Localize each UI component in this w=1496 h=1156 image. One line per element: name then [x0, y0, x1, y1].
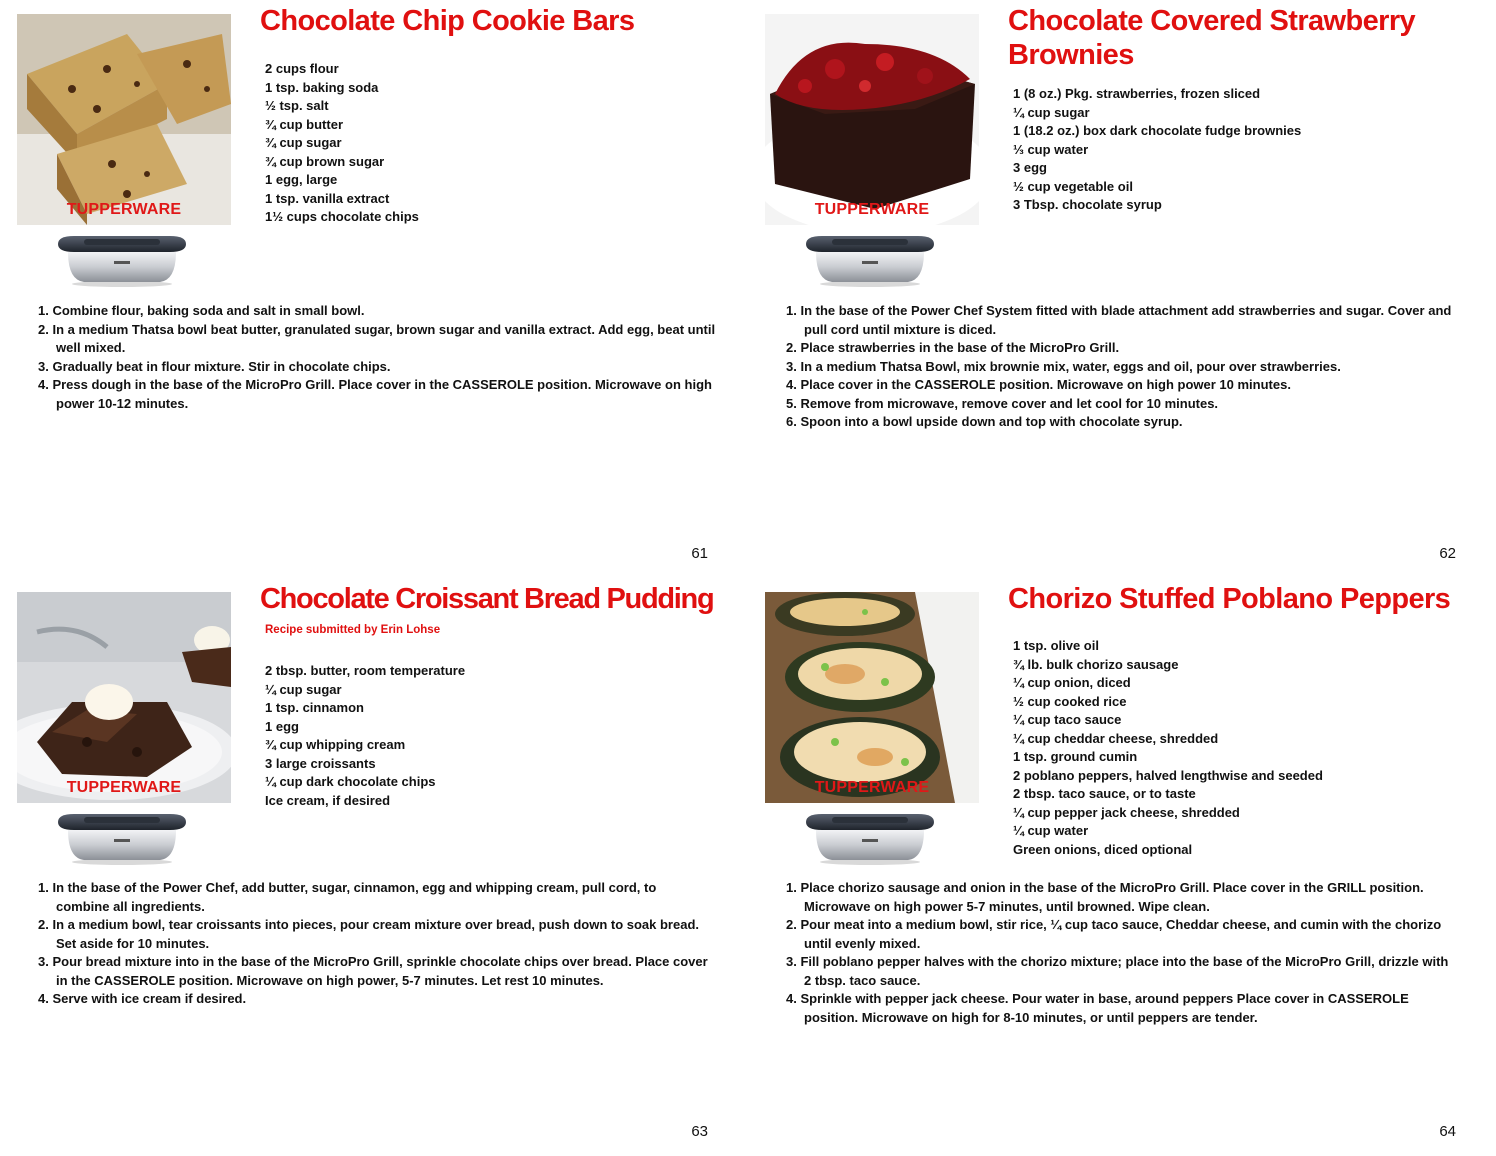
micropro-grill-image — [54, 232, 190, 288]
instruction-step: 1. In the base of the Power Chef System fitted with blade attachment add strawberries and sugar. Cover and pull cord until mixture is diced. — [786, 303, 1452, 337]
poblano-peppers-photo — [765, 592, 979, 803]
recipe-page-62 — [748, 0, 1496, 578]
bread-pudding-photo — [17, 592, 231, 803]
ingredient-item: ¼ cup water — [1013, 823, 1089, 838]
recipe-title: Chocolate Covered Strawberry Brownies — [1008, 5, 1416, 71]
instruction-step: 2. In a medium Thatsa bowl beat butter, granulated sugar, brown sugar and vanilla extract. Add egg, beat until well mixed. — [38, 321, 716, 355]
ingredient-item: ½ cup vegetable oil — [1013, 178, 1133, 194]
ingredient-item: ¼ cup sugar — [265, 681, 342, 697]
ingredient-item: ¾ cup whipping cream — [265, 737, 406, 752]
instructions-list — [38, 302, 718, 413]
ingredients-list — [265, 60, 735, 227]
recipe-page-61 — [0, 0, 748, 578]
ingredient-item: 1 egg — [265, 718, 299, 734]
ingredients-list — [1013, 637, 1483, 859]
instruction-step: 4. Sprinkle with pepper jack cheese. Pour water in base, around peppers Place cover in CASSEROLE position. Microwave on high for 8-10 minutes, or until peppers are tender. — [786, 991, 1409, 1025]
recipe-title: Chorizo Stuffed Poblano Peppers — [1008, 583, 1451, 615]
instruction-step: 3. In a medium Thatsa Bowl, mix brownie mix, water, eggs and oil, pour over strawberries. — [786, 358, 1341, 374]
micropro-grill-image — [802, 232, 938, 288]
instruction-step: 6. Spoon into a bowl upside down and top with chocolate syrup. — [786, 414, 1183, 429]
ingredient-item: ¼ cup cheddar cheese, shredded — [1013, 730, 1219, 746]
ingredient-item: ¾ lb. bulk chorizo sausage — [1013, 656, 1179, 672]
strawberry-brownies-photo — [765, 14, 979, 225]
ingredient-item: 1 (8 oz.) Pkg. strawberries, frozen sliced — [1013, 86, 1261, 101]
instruction-step: 3. Pour bread mixture into in the base of the MicroPro Grill, sprinkle chocolate chips over bread. Place cover in the CASSEROLE position. Microwave on high power, 5-7 minutes. Let rest 10 minutes. — [38, 954, 708, 988]
recipe-title: Chocolate Croissant Bread Pudding — [260, 583, 714, 615]
recipe-title: Chocolate Chip Cookie Bars — [260, 5, 635, 37]
tupperware-watermark: TUPPERWARE — [814, 201, 930, 218]
tupperware-watermark: TUPPERWARE — [66, 201, 182, 218]
instructions-list — [38, 879, 708, 1009]
ingredients-list — [1013, 85, 1483, 215]
ingredient-item: 1 tsp. baking soda — [265, 79, 379, 95]
ingredient-item: 1½ cups chocolate chips — [265, 209, 419, 224]
instruction-step: 4. Press dough in the base of the MicroPro Grill. Place cover in the CASSEROLE position. Microwave on high power 10-12 minutes. — [38, 377, 712, 411]
instruction-step: 3. Fill poblano pepper halves with the chorizo mixture; place into the base of the MicroPro Grill, drizzle with 2 tbsp. taco sauce. — [786, 954, 1449, 988]
ingredient-item: 2 cups flour — [265, 61, 339, 76]
ingredient-item: 1 tsp. olive oil — [1013, 638, 1099, 653]
ingredient-item: ¾ cup sugar — [265, 135, 342, 150]
ingredient-item: 2 poblano peppers, halved lengthwise and seeded — [1013, 767, 1323, 783]
page-number: 61 — [691, 545, 708, 562]
ingredient-item: 2 tbsp. butter, room temperature — [265, 663, 466, 678]
ingredient-item: ¼ cup dark chocolate chips — [265, 774, 436, 789]
instruction-step: 1. In the base of the Power Chef, add butter, sugar, cinnamon, egg and whipping cream, pull cord, to combine all ingredients. — [38, 880, 657, 914]
ingredient-item: 1 tsp. vanilla extract — [265, 190, 390, 206]
cookie-bars-photo — [17, 14, 231, 225]
page-number: 63 — [691, 1123, 708, 1140]
instruction-step: 5. Remove from microwave, remove cover and let cool for 10 minutes. — [786, 395, 1219, 411]
ingredient-item: ¼ cup sugar — [1013, 104, 1090, 120]
tupperware-watermark: TUPPERWARE — [814, 779, 930, 796]
ingredient-item: Green onions, diced optional — [1013, 841, 1193, 857]
tupperware-watermark: TUPPERWARE — [66, 779, 182, 796]
ingredient-item: ½ tsp. salt — [265, 98, 329, 113]
ingredient-item: ¾ cup brown sugar — [265, 153, 385, 169]
ingredient-item: 3 egg — [1013, 160, 1047, 175]
ingredient-item: 1 tsp. cinnamon — [265, 700, 364, 715]
micropro-grill-image — [802, 810, 938, 866]
ingredient-item: ¼ cup taco sauce — [1013, 712, 1122, 727]
ingredient-item: ¼ cup onion, diced — [1013, 675, 1131, 690]
ingredient-item: 1 egg, large — [265, 172, 338, 187]
ingredient-item: 3 large croissants — [265, 755, 376, 771]
ingredient-item: 3 Tbsp. chocolate syrup — [1013, 197, 1162, 212]
ingredient-item: ½ cup cooked rice — [1013, 693, 1127, 709]
ingredient-item: ¼ cup pepper jack cheese, shredded — [1013, 804, 1240, 820]
recipe-page-63 — [0, 578, 748, 1156]
instruction-step: 2. Pour meat into a medium bowl, stir rice, ¼ cup taco sauce, Cheddar cheese, and cumin with the chorizo until evenly mixed. — [786, 917, 1442, 951]
instructions-list — [786, 302, 1456, 432]
page-number: 62 — [1439, 545, 1456, 562]
instruction-step: 2. Place strawberries in the base of the MicroPro Grill. — [786, 340, 1120, 355]
instruction-step: 1. Combine flour, baking soda and salt in small bowl. — [38, 303, 365, 318]
ingredient-item: ¾ cup butter — [265, 116, 344, 132]
instructions-list — [786, 879, 1456, 1027]
instruction-step: 1. Place chorizo sausage and onion in the base of the MicroPro Grill. Place cover in the GRILL position. Microwave on high power 5-7 minutes, until browned. Wipe clean. — [786, 880, 1424, 914]
ingredient-item: Ice cream, if desired — [265, 792, 391, 808]
instruction-step: 4. Serve with ice cream if desired. — [38, 991, 247, 1006]
recipe-submitter: Recipe submitted by Erin Lohse — [265, 624, 441, 636]
recipe-page-64 — [748, 578, 1496, 1156]
ingredient-item: 2 tbsp. taco sauce, or to taste — [1013, 786, 1196, 801]
ingredient-item: ⅓ cup water — [1013, 141, 1089, 157]
ingredient-item: 1 (18.2 oz.) box dark chocolate fudge brownies — [1013, 123, 1302, 138]
instruction-step: 4. Place cover in the CASSEROLE position. Microwave on high power 10 minutes. — [786, 377, 1291, 392]
page-number: 64 — [1439, 1123, 1456, 1140]
ingredient-item: 1 tsp. ground cumin — [1013, 749, 1138, 764]
instruction-step: 3. Gradually beat in flour mixture. Stir in chocolate chips. — [38, 358, 391, 374]
ingredients-list — [265, 662, 735, 810]
micropro-grill-image — [54, 810, 190, 866]
instruction-step: 2. In a medium bowl, tear croissants into pieces, pour cream mixture over bread, push down to soak bread. Set aside for 10 minutes. — [38, 917, 700, 951]
